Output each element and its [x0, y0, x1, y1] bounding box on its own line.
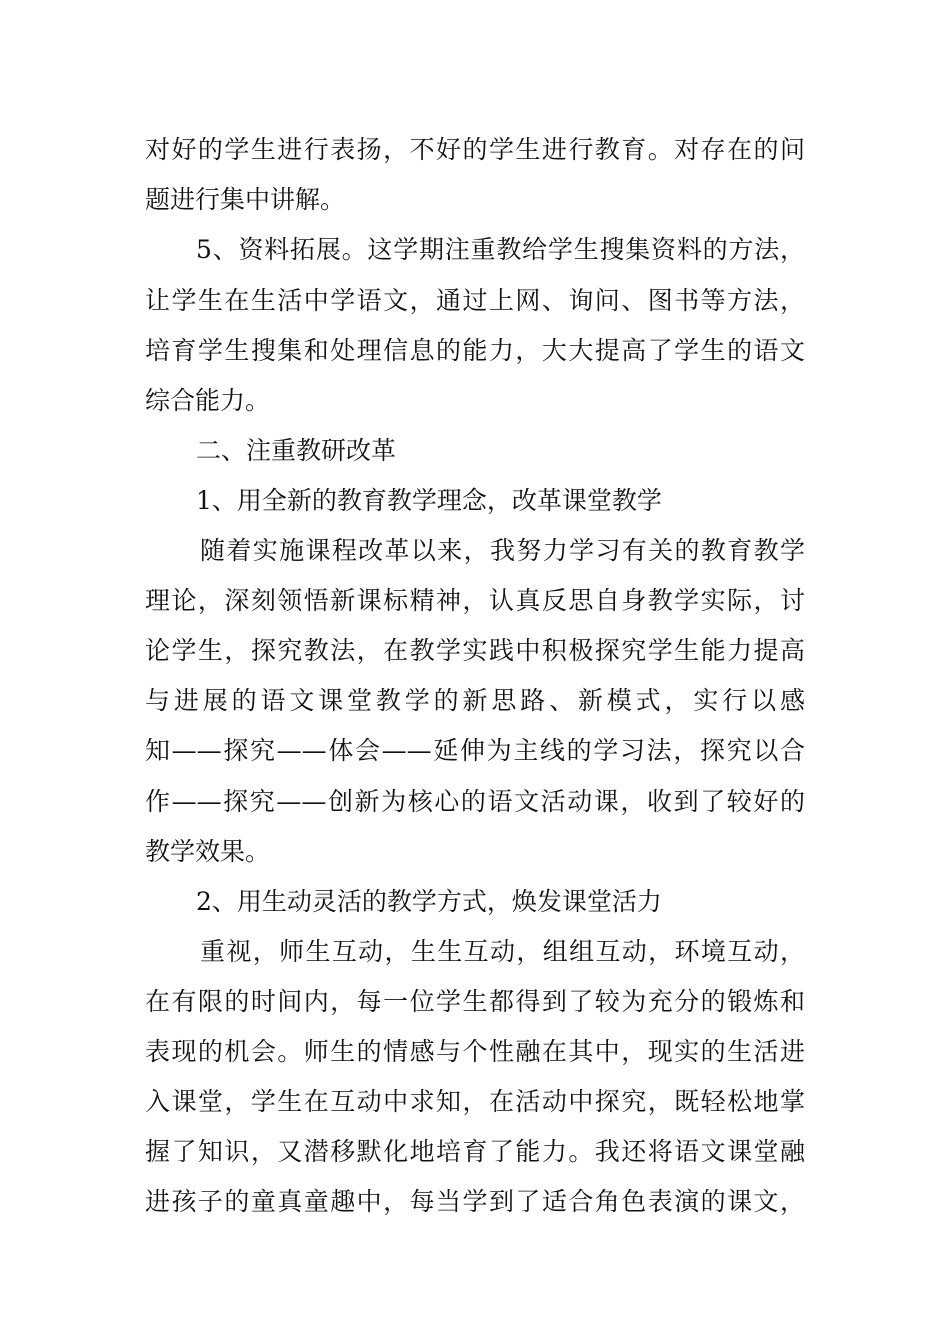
text-line: 表现的机会。师生的情感与个性融在其中，现实的生活进	[145, 1037, 805, 1066]
text-line: 作——探究——创新为核心的语文活动课，收到了较好的	[145, 787, 805, 816]
text-line: 进孩子的童真童趣中，每当学到了适合角色表演的课文，	[145, 1187, 805, 1216]
subsection-heading: 1、用全新的教育教学理念，改革课堂教学	[196, 486, 662, 515]
text-line: 重视，师生互动，生生互动，组组互动，环境互动，	[200, 937, 805, 966]
text-line: 理论，深刻领悟新课标精神，认真反思自身教学实际，讨	[145, 586, 805, 615]
text-line: 教学效果。	[145, 837, 271, 866]
text-line: 5、资料拓展。这学期注重教给学生搜集资料的方法，	[196, 235, 805, 264]
text-line: 综合能力。	[145, 386, 271, 415]
text-line: 入课堂，学生在互动中求知，在活动中探究，既轻松地掌	[145, 1087, 805, 1116]
text-line: 对好的学生进行表扬，不好的学生进行教育。对存在的问	[145, 135, 805, 164]
text-line: 与进展的语文课堂教学的新思路、新模式，实行以感	[145, 686, 805, 715]
text-line: 在有限的时间内，每一位学生都得到了较为充分的锻炼和	[145, 987, 805, 1016]
text-line: 握了知识，又潜移默化地培育了能力。我还将语文课堂融	[145, 1137, 805, 1166]
text-line: 知——探究——体会——延伸为主线的学习法，探究以合	[145, 736, 805, 765]
subsection-heading: 2、用生动灵活的教学方式，焕发课堂活力	[196, 887, 662, 916]
text-line: 让学生在生活中学语文，通过上网、询问、图书等方法，	[145, 286, 805, 315]
text-line: 随着实施课程改革以来，我努力学习有关的教育教学	[200, 536, 805, 565]
section-heading: 二、注重教研改革	[196, 436, 397, 465]
text-line: 题进行集中讲解。	[145, 185, 346, 214]
text-line: 论学生，探究教法，在教学实践中积极探究学生能力提高	[145, 636, 805, 665]
text-line: 培育学生搜集和处理信息的能力，大大提高了学生的语文	[145, 336, 805, 365]
